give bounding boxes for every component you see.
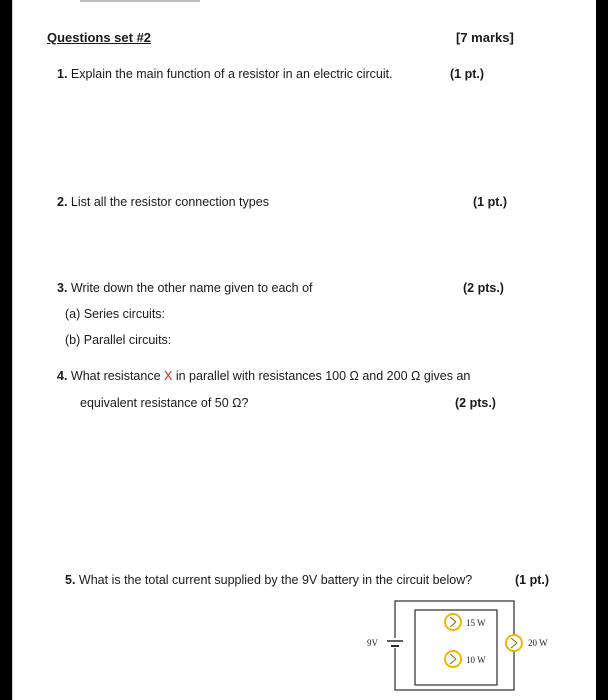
question-3-sub-b: (b) Parallel circuits: <box>65 333 172 347</box>
question-3-sub-a: (a) Series circuits: <box>65 307 166 321</box>
question-4-points: (2 pts.) <box>455 396 496 410</box>
question-4-text-before: What resistance <box>70 369 165 383</box>
page-title: Questions set #2 <box>47 30 152 45</box>
battery-symbol <box>387 638 403 648</box>
bulb-3-label: 20 W <box>528 638 548 648</box>
bulb-15w <box>445 614 461 630</box>
bulb-1-label: 15 W <box>466 618 486 628</box>
question-2-number: 2. <box>57 195 68 209</box>
question-3-number: 3. <box>57 281 68 295</box>
bulb-2-label: 10 W <box>466 655 486 665</box>
question-4-text-after: in parallel with resistances 100 Ω and 200 Ω gives an <box>172 369 471 383</box>
question-5-points: (1 pt.) <box>515 573 550 587</box>
question-1-number: 1. <box>57 67 68 81</box>
question-5-number: 5. <box>65 573 76 587</box>
question-3-text: Write down the other name given to each of <box>70 281 313 295</box>
question-3-points: (2 pts.) <box>463 281 504 295</box>
question-1-text: Explain the main function of a resistor in an electric circuit. <box>70 67 393 81</box>
question-4-variable-x: X <box>164 369 173 383</box>
bulb-10w <box>445 651 461 667</box>
battery-label: 9V <box>367 638 378 648</box>
question-4-number: 4. <box>57 369 68 383</box>
question-4-line-2: equivalent resistance of 50 Ω? <box>80 396 249 410</box>
question-5-text: What is the total current supplied by the 9V battery in the circuit below? <box>78 573 473 587</box>
question-2-text: List all the resistor connection types <box>70 195 269 209</box>
bulb-20w <box>506 635 522 651</box>
question-2-points: (1 pt.) <box>473 195 508 209</box>
question-1-points: (1 pt.) <box>450 67 485 81</box>
total-marks: [7 marks] <box>456 30 514 45</box>
